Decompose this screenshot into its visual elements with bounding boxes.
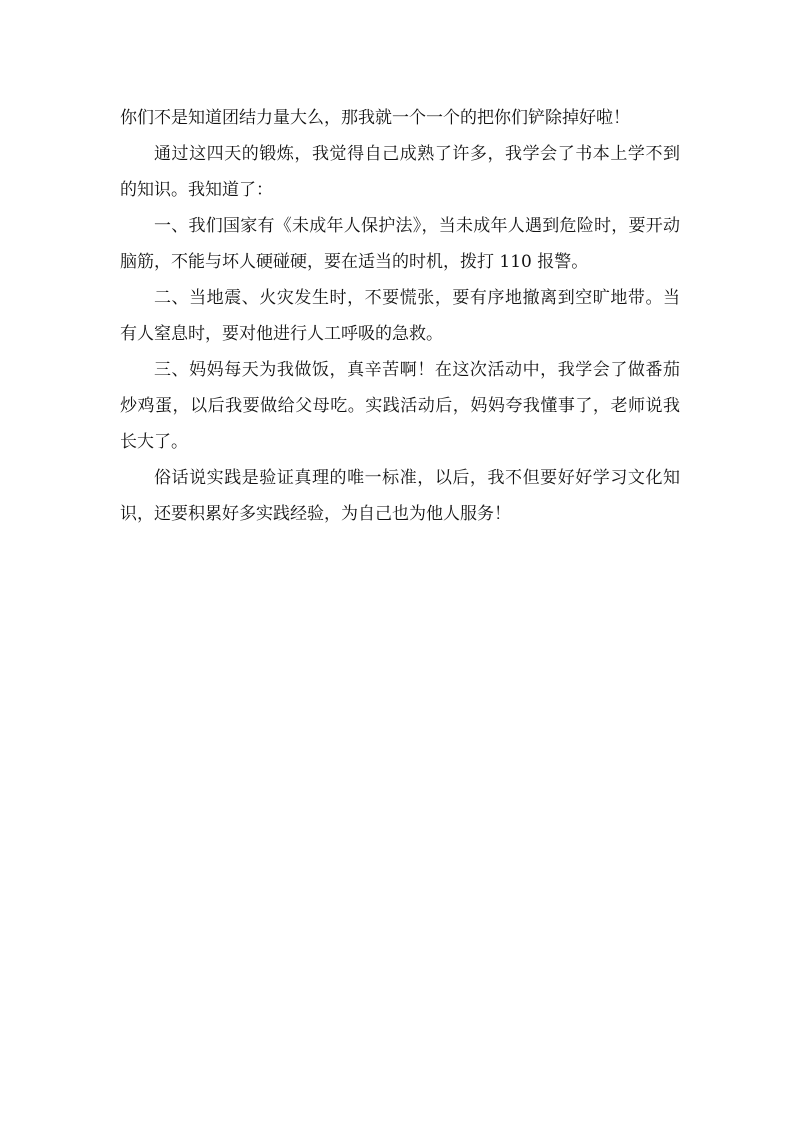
paragraph-3: 一、我们国家有《未成年人保护法》，当未成年人遇到危险时，要开动脑筋，不能与坏人硬碰硬，要在适当的时机，拨打 110 报警。 [120, 216, 680, 272]
paragraph-1: 你们不是知道团结力量大么，那我就一个一个的把你们铲除掉好啦！ [120, 108, 630, 128]
paragraph-5: 三、妈妈每天为我做饭，真辛苦啊！在这次活动中，我学会了做番茄炒鸡蛋，以后我要做给父母吃。实践活动后，妈妈夸我懂事了，老师说我长大了。 [120, 360, 680, 452]
paragraph-6: 俗话说实践是验证真理的唯一标准，以后，我不但要好好学习文化知识，还要积累好多实践经验，为自己也为他人服务！ [120, 468, 680, 524]
paragraph-4: 二、当地震、火灾发生时，不要慌张，要有序地撤离到空旷地带。当有人窒息时，要对他进行人工呼吸的急救。 [120, 288, 680, 344]
paragraph-2: 通过这四天的锻炼，我觉得自己成熟了许多，我学会了书本上学不到的知识。我知道了： [120, 144, 680, 200]
document-body [120, 100, 680, 532]
